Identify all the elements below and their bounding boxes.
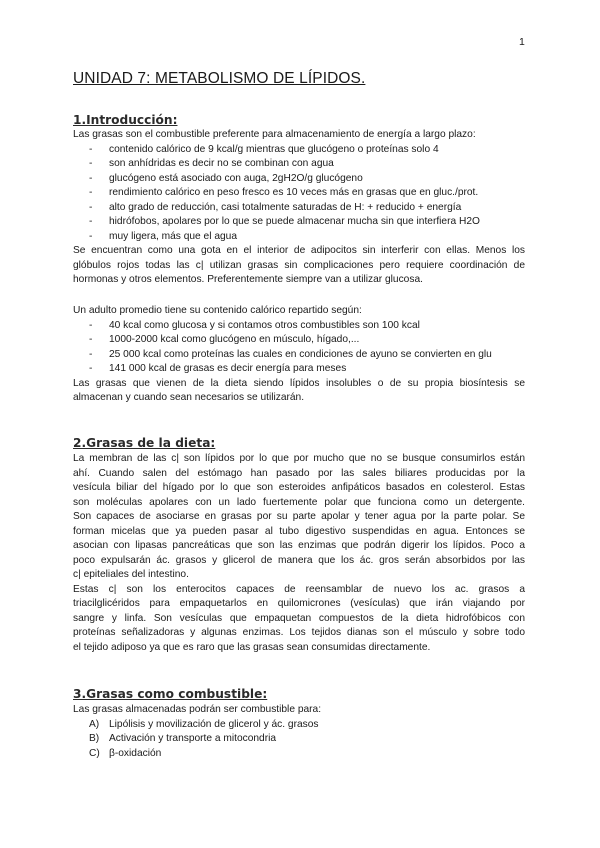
intro-text	[73, 128, 525, 143]
fuel-intro-text	[73, 703, 525, 718]
text-line: ahí. Cuando salen del estómago han pasado por las sales biliares producidas por la	[73, 467, 525, 479]
adult-intro-text	[73, 304, 525, 319]
list-item: - muy ligera, más que el agua	[89, 230, 237, 242]
section-heading-fuel: 3.Grasas como combustible:	[73, 687, 268, 701]
text-line: Un adulto promedio tiene su contenido calórico repartido según:	[73, 305, 362, 316]
page-number: 1	[519, 36, 525, 48]
digestion-paragraph	[73, 452, 525, 583]
list-item: - glucógeno está asociado con auga, 2gH2O/g glucógeno	[89, 172, 363, 184]
list-item: A) Lipólisis y movilización de glicerol y ác. grasos	[89, 718, 319, 730]
text-line: Estas c| son los enterocitos capaces de reensamblar de nuevo los ac. grasos a	[73, 583, 525, 595]
text-line: glóbulos rojos todas las c| utilizan grasas sin complicaciones pero requiere coordinación de	[73, 259, 525, 271]
text-line: el tejido adiposo ya que es raro que las grasas sean consumidas directamente.	[73, 641, 431, 653]
text-line: La membran de las c| son lípidos por lo que por mucho que no se busque consumirlos están	[73, 453, 525, 464]
list-item: B) Activación y transporte a mitocondria	[89, 733, 277, 744]
text-line: sangre y linfa. Son vesículas que empaquetan compuestos de la dieta hidrofóbicos con	[73, 612, 525, 624]
text-line: vesícula biliar del hígado por lo que son esteroides anfipáticos basados en colesterol. Estas	[73, 482, 525, 493]
text-line: Se encuentran como una gota en el interior de adipocitos sin interferir con ellas. Menos los	[73, 245, 525, 256]
enterocytes-paragraph	[73, 583, 525, 656]
document-title: UNIDAD 7: METABOLISMO DE LÍPIDOS.	[73, 70, 366, 87]
list-item: - 40 kcal como glucosa y si contamos otros combustibles son 100 kcal	[89, 319, 420, 331]
list-item: - hidrófobos, apolares por lo que se puede almacenar mucha sin que interfiera H2O	[89, 216, 480, 227]
text-line: proteínas señalizadoras y algunas enzimas. Los tejidos dianas son el músculo y sobre todo	[73, 627, 525, 638]
caloric-content-list	[73, 319, 525, 377]
list-item: - rendimiento calórico en peso fresco es 10 veces más en grasas que en gluc./prot.	[89, 187, 479, 198]
text-line: Son capaces de asociarse en grasas por su parte apolar y tener agua por la parte polar. Se	[73, 511, 525, 522]
list-item: - alto grado de reducción, casi totalmente saturadas de H: + reducido + energía	[89, 201, 462, 213]
fuel-steps-list	[73, 718, 319, 762]
section-heading-diet-fats: 2.Grasas de la dieta:	[73, 436, 216, 450]
list-item: - son anhídridas es decir no se combinan con agua	[89, 158, 334, 169]
text-line: almacenan y cuando sean necesarios se utilizarán.	[73, 392, 305, 403]
list-item: - contenido calórico de 9 kcal/g mientras que glucógeno o proteínas solo 4	[89, 143, 439, 155]
text-line: son moléculas apolares con un lado fuertemente polar que funciona como un detergente.	[73, 496, 525, 508]
text-line: triacilglicéridos para empaquetarlos en quilomicrones (vesículas) que irán viajando por	[73, 598, 525, 609]
text-line: Las grasas que vienen de la dieta siendo lípidos insolubles o de su propia biosíntesis se	[73, 377, 525, 389]
list-item: - 141 000 kcal de grasas es decir energía para meses	[89, 363, 347, 374]
text-line: asocian con lipasas pancreáticas que son las enzimas que podrán digerir los lípidos. Poco a	[73, 540, 525, 551]
adipocyte-paragraph	[73, 244, 525, 288]
text-line: forman micelas que ya pueden pasar al tubo digestivo suspendidas en agua. Entonces se	[73, 525, 525, 537]
text-line: Las grasas almacenadas podrán ser combustible para:	[73, 704, 322, 715]
fat-properties-list	[73, 143, 525, 245]
list-item: C) β-oxidación	[89, 747, 162, 759]
text-line: poco expulsarán ác. grasos y glicerol de manera que los ác. gros serán absorbidos por las	[73, 554, 525, 566]
list-item: - 1000-2000 kcal como glucógeno en músculo, hígado,...	[89, 334, 360, 345]
text-line: Las grasas son el combustible preferente para almacenamiento de energía a largo plazo:	[73, 129, 476, 140]
text-line: hormonas y otros elementos. Preferentemente siempre van a utilizar glucosa.	[73, 274, 423, 285]
section-heading-introduction: 1.Introducción:	[73, 113, 178, 127]
dietary-storage-paragraph	[73, 377, 525, 406]
text-line: c| epiteliales del intestino.	[73, 569, 189, 580]
list-item: - 25 000 kcal como proteínas las cuales en condiciones de ayuno se convierten en glu	[89, 348, 492, 360]
